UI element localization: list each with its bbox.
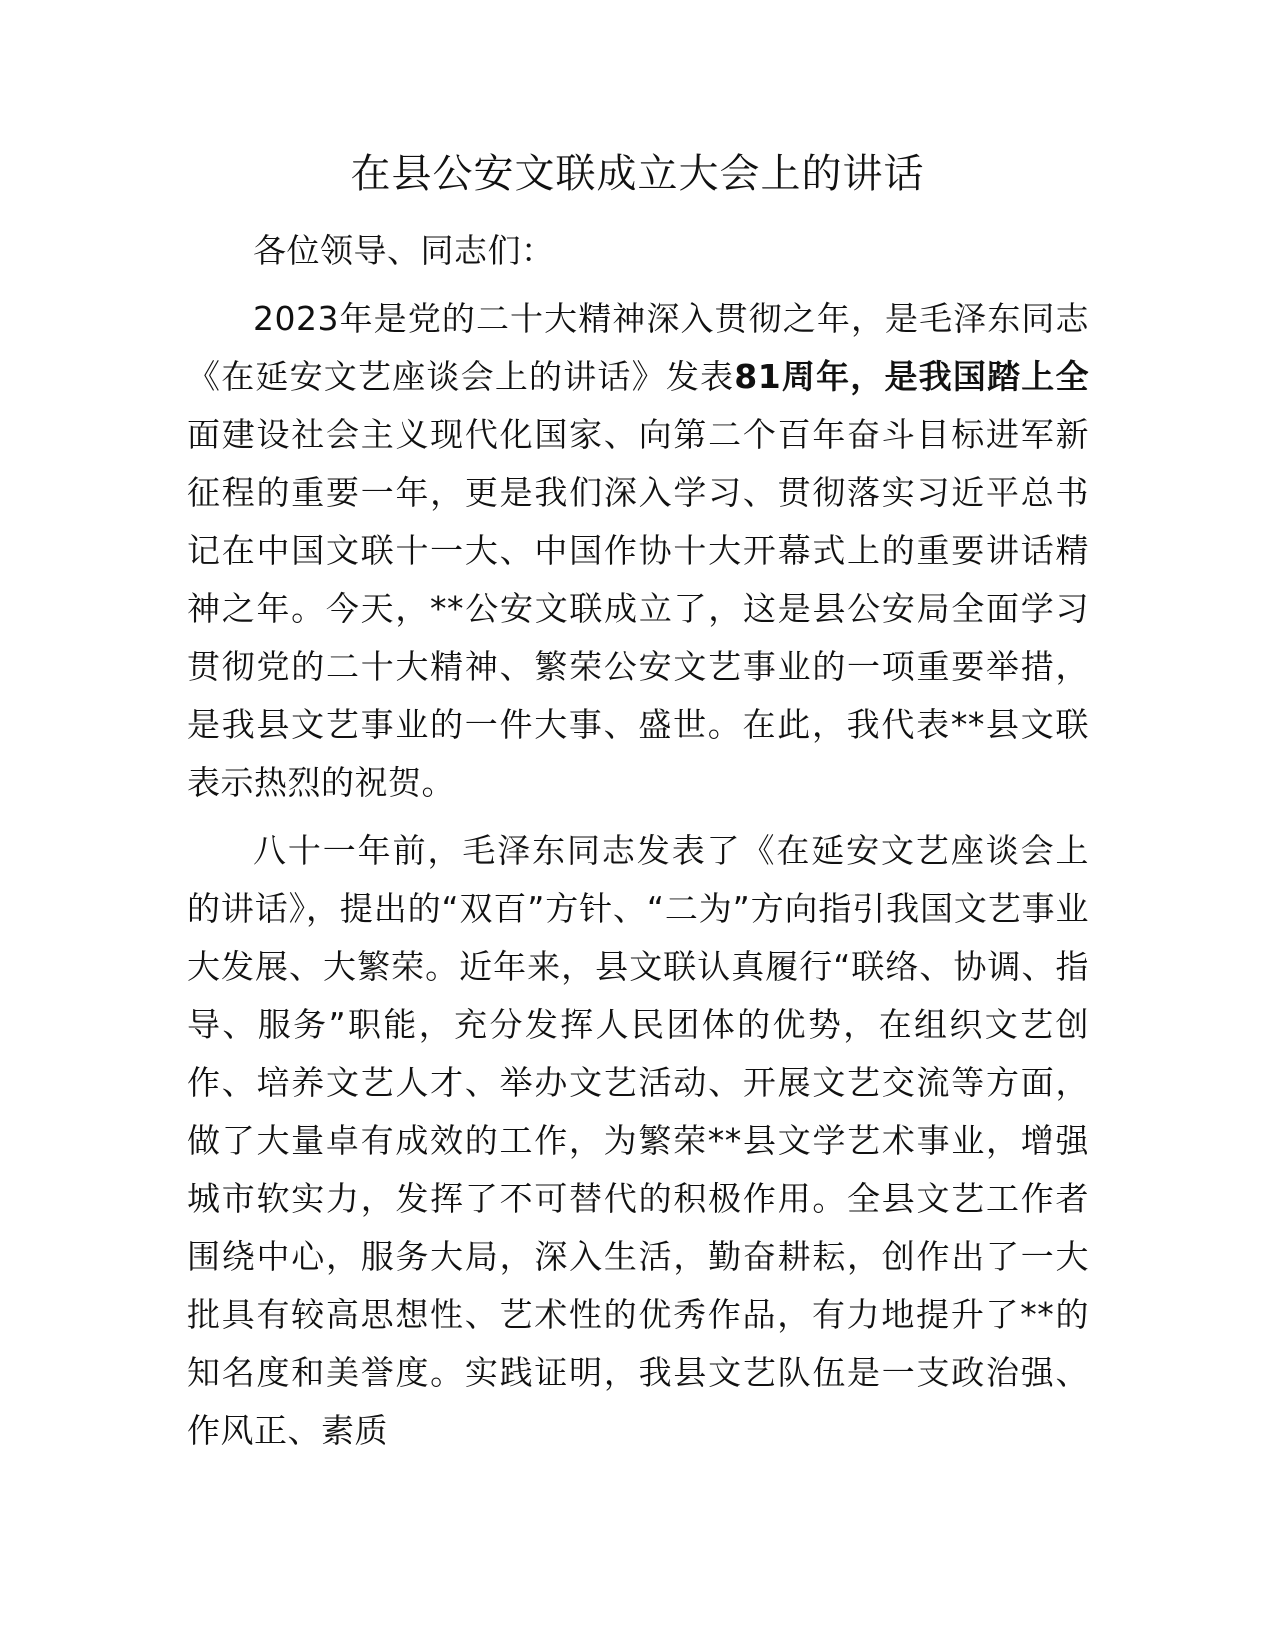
paragraph-2: 八十一年前，毛泽东同志发表了《在延安文艺座谈会上的讲话》，提出的“双百”方针、“二为”方向指引我国文艺事业大发展、大繁荣。近年来，县文联认真履行“联络、协调、指导、服务”职能，充分发挥人民团体的优势，在组织文艺创作、培养文艺人才、举办文艺活动、开展文艺交流等方面，做了大量卓有成效的工作，为繁荣**县文学艺术事业，增强城市软实力，发挥了不可替代的积极作用。全县文艺工作者围绕中心，服务大局，深入生活，勤奋耕耘，创作出了一大批具有较高思想性、艺术性的优秀作品，有力地提升了**的知名度和美誉度。实践证明，我县文艺队伍是一支政治强、作风正、素质 (187, 831, 1089, 1450)
document-body (187, 222, 1089, 1470)
paragraph-1 (187, 290, 1089, 812)
paragraph-1-text-a: 2023年是党的二十大精神深入贯彻之年，是毛泽东同志《在延安文艺座谈会上的讲话》发表 (187, 299, 1089, 396)
paragraph-1-text-b: 面建设社会主义现代化国家、向第二个百年奋斗目标进军新征程的重要一年，更是我们深入学习、贯彻落实习近平总书记在中国文联十一大、中国作协十大开幕式上的重要讲话精神之年。今天，**公安文联成立了，这是县公安局全面学习贯彻党的二十大精神、繁荣公安文艺事业的一项重要举措，是我县文艺事业的一件大事、盛世。在此，我代表**县文联表示热烈的祝贺。 (187, 415, 1089, 802)
document-title: 在县公安文联成立大会上的讲话 (350, 151, 925, 197)
salutation: 各位领导、同志们： (253, 231, 555, 270)
paragraph-1-bold-text: 81周年，是我国踏上全 (734, 357, 1089, 396)
